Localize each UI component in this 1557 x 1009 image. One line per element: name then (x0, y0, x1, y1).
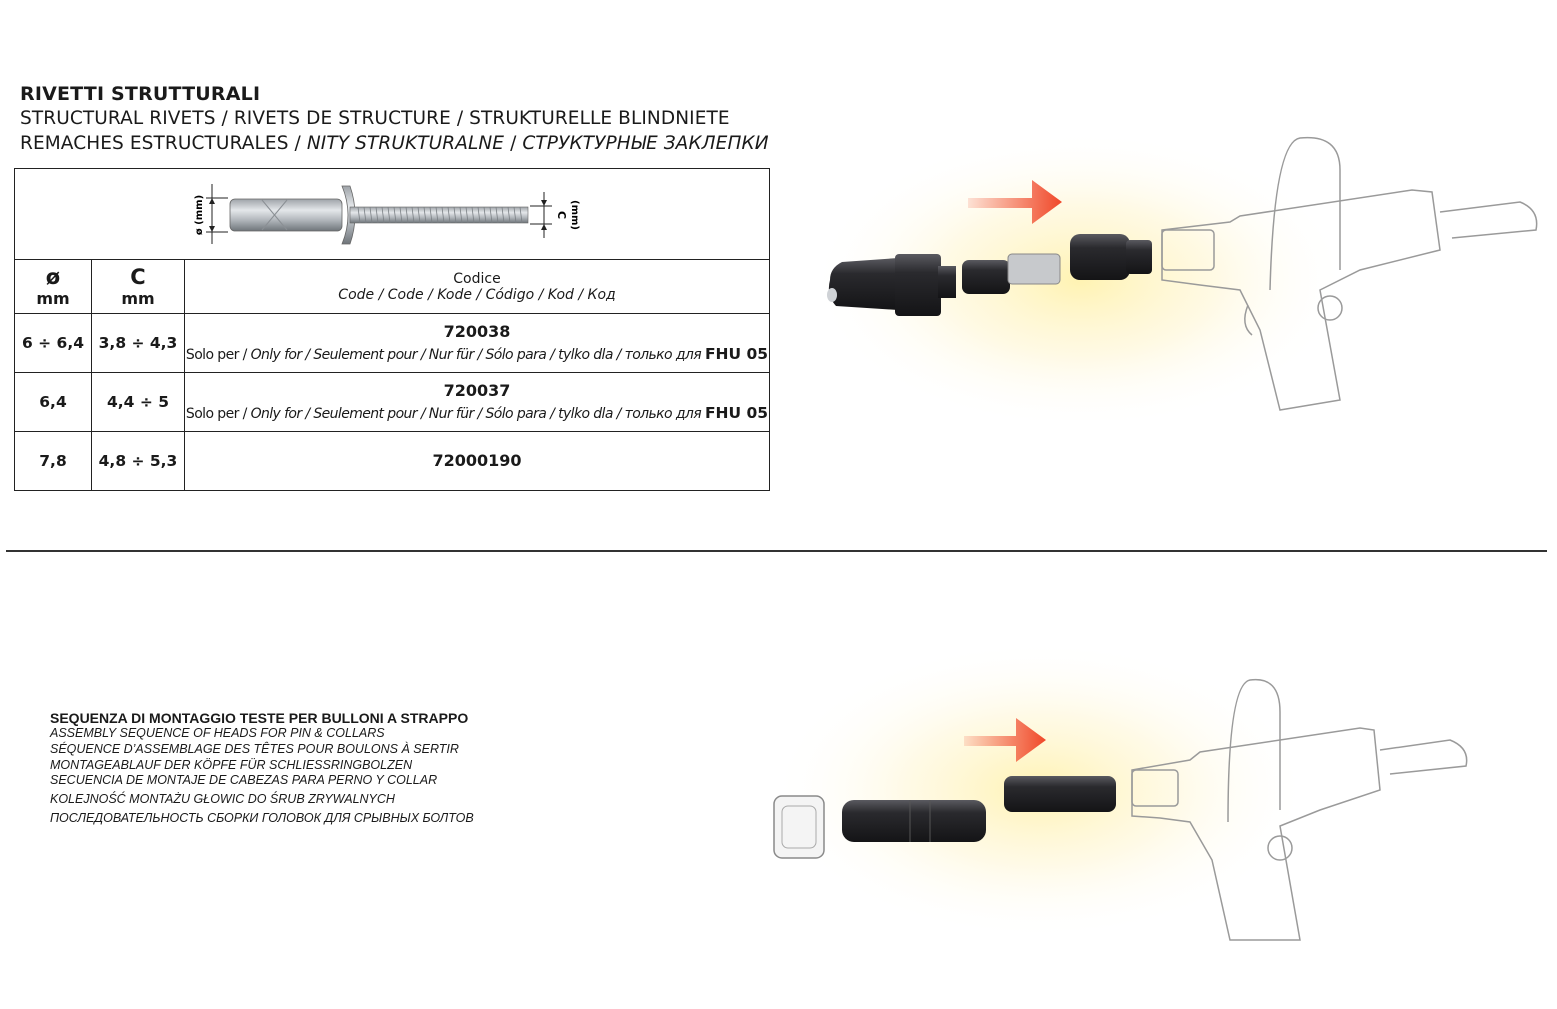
sequence-line: ПОСЛЕДОВАТЕЛЬНОСТЬ СБОРКИ ГОЛОВОК ДЛЯ СРЫВНЫХ БОЛТОВ (50, 810, 474, 825)
code-value: 720037 (443, 380, 511, 400)
collar-nut (774, 796, 824, 858)
rivet-head-assembly-illustration (800, 130, 1550, 420)
sequence-heading: SEQUENZA DI MONTAGGIO TESTE PER BULLONI A STRAPPO (50, 710, 469, 726)
title-translations-1: STRUCTURAL RIVETS / RIVETS DE STRUCTURE / STRUKTURELLE BLINDNIETE (20, 108, 730, 129)
title-pl: NITY STRUKTURALNE (306, 133, 505, 154)
cell-diameter: 7,8 (15, 432, 92, 491)
pin-collar-assembly-illustration (760, 640, 1500, 950)
code-value: 720038 (443, 321, 511, 341)
cell-code (185, 373, 770, 432)
title-ru: СТРУКТУРНЫЕ ЗАКЛЕПКИ (522, 133, 769, 154)
rivet-diagram-cell (15, 169, 770, 260)
sequence-line: SECUENCIA DE MONTAJE DE CABEZAS PARA PERNO Y COLLAR (50, 773, 438, 788)
diameter-dimension (194, 184, 228, 244)
c-label: C (555, 210, 568, 220)
adapter (1070, 234, 1152, 280)
cell-c: 3,8 ÷ 4,3 (92, 314, 185, 373)
sequence-line: ASSEMBLY SEQUENCE OF HEADS FOR PIN & COLLARS (50, 726, 385, 740)
cell-c: 4,8 ÷ 5,3 (92, 432, 185, 491)
compat-note: Solo per / Only for / Seulement pour / Nur für / Sólo para / tylko dla / только для FHU 05 (185, 403, 769, 422)
anvil-head (842, 800, 986, 842)
compat-note: Solo per / Only for / Seulement pour / Nur für / Sólo para / tylko dla / только для FHU 05 (185, 344, 769, 363)
col-code-header: Codice Code / Code / Kode / Código / Kod / Код (185, 260, 770, 314)
rivet-spec-table (14, 168, 770, 491)
sequence-line: KOLEJNOŚĆ MONTAŻU GŁOWIC DO ŚRUB ZRYWALNYCH (50, 792, 395, 807)
col-diameter-header: ø mm (15, 260, 92, 314)
cell-code (185, 432, 770, 491)
rivet-diagram (192, 174, 592, 254)
cell-c: 4,4 ÷ 5 (92, 373, 185, 432)
title-translations-2 (20, 131, 769, 156)
c-dimension (530, 192, 580, 238)
rivet-icon (230, 186, 528, 244)
sequence-line: MONTAGEABLAUF DER KÖPFE FÜR SCHLIESSRINGBOLZEN (50, 757, 413, 772)
diameter-label: ø (mm) (194, 194, 205, 236)
title-block (20, 82, 769, 156)
table-row (15, 373, 770, 432)
assembly-sequence-text (50, 710, 474, 827)
title-sep: / (504, 133, 523, 154)
table-header-row (15, 260, 770, 314)
cell-diameter: 6 ÷ 6,4 (15, 314, 92, 373)
model-name: FHU 05 (704, 403, 769, 422)
title-es: REMACHES ESTRUCTURALES / (20, 133, 307, 154)
c-unit-label: (mm) (569, 200, 580, 230)
model-name: FHU 05 (704, 344, 769, 363)
title-main: RIVETTI STRUTTURALI (20, 83, 261, 105)
cell-code (185, 314, 770, 373)
table-row (15, 314, 770, 373)
cell-diameter: 6,4 (15, 373, 92, 432)
col-c-header: C mm (92, 260, 185, 314)
section-divider (6, 550, 1547, 552)
code-value: 72000190 (432, 451, 522, 470)
jaw-housing (1004, 776, 1116, 812)
table-row (15, 432, 770, 491)
sequence-line: SÉQUENCE D’ASSEMBLAGE DES TÊTES POUR BOULONS À SERTIR (50, 741, 459, 756)
